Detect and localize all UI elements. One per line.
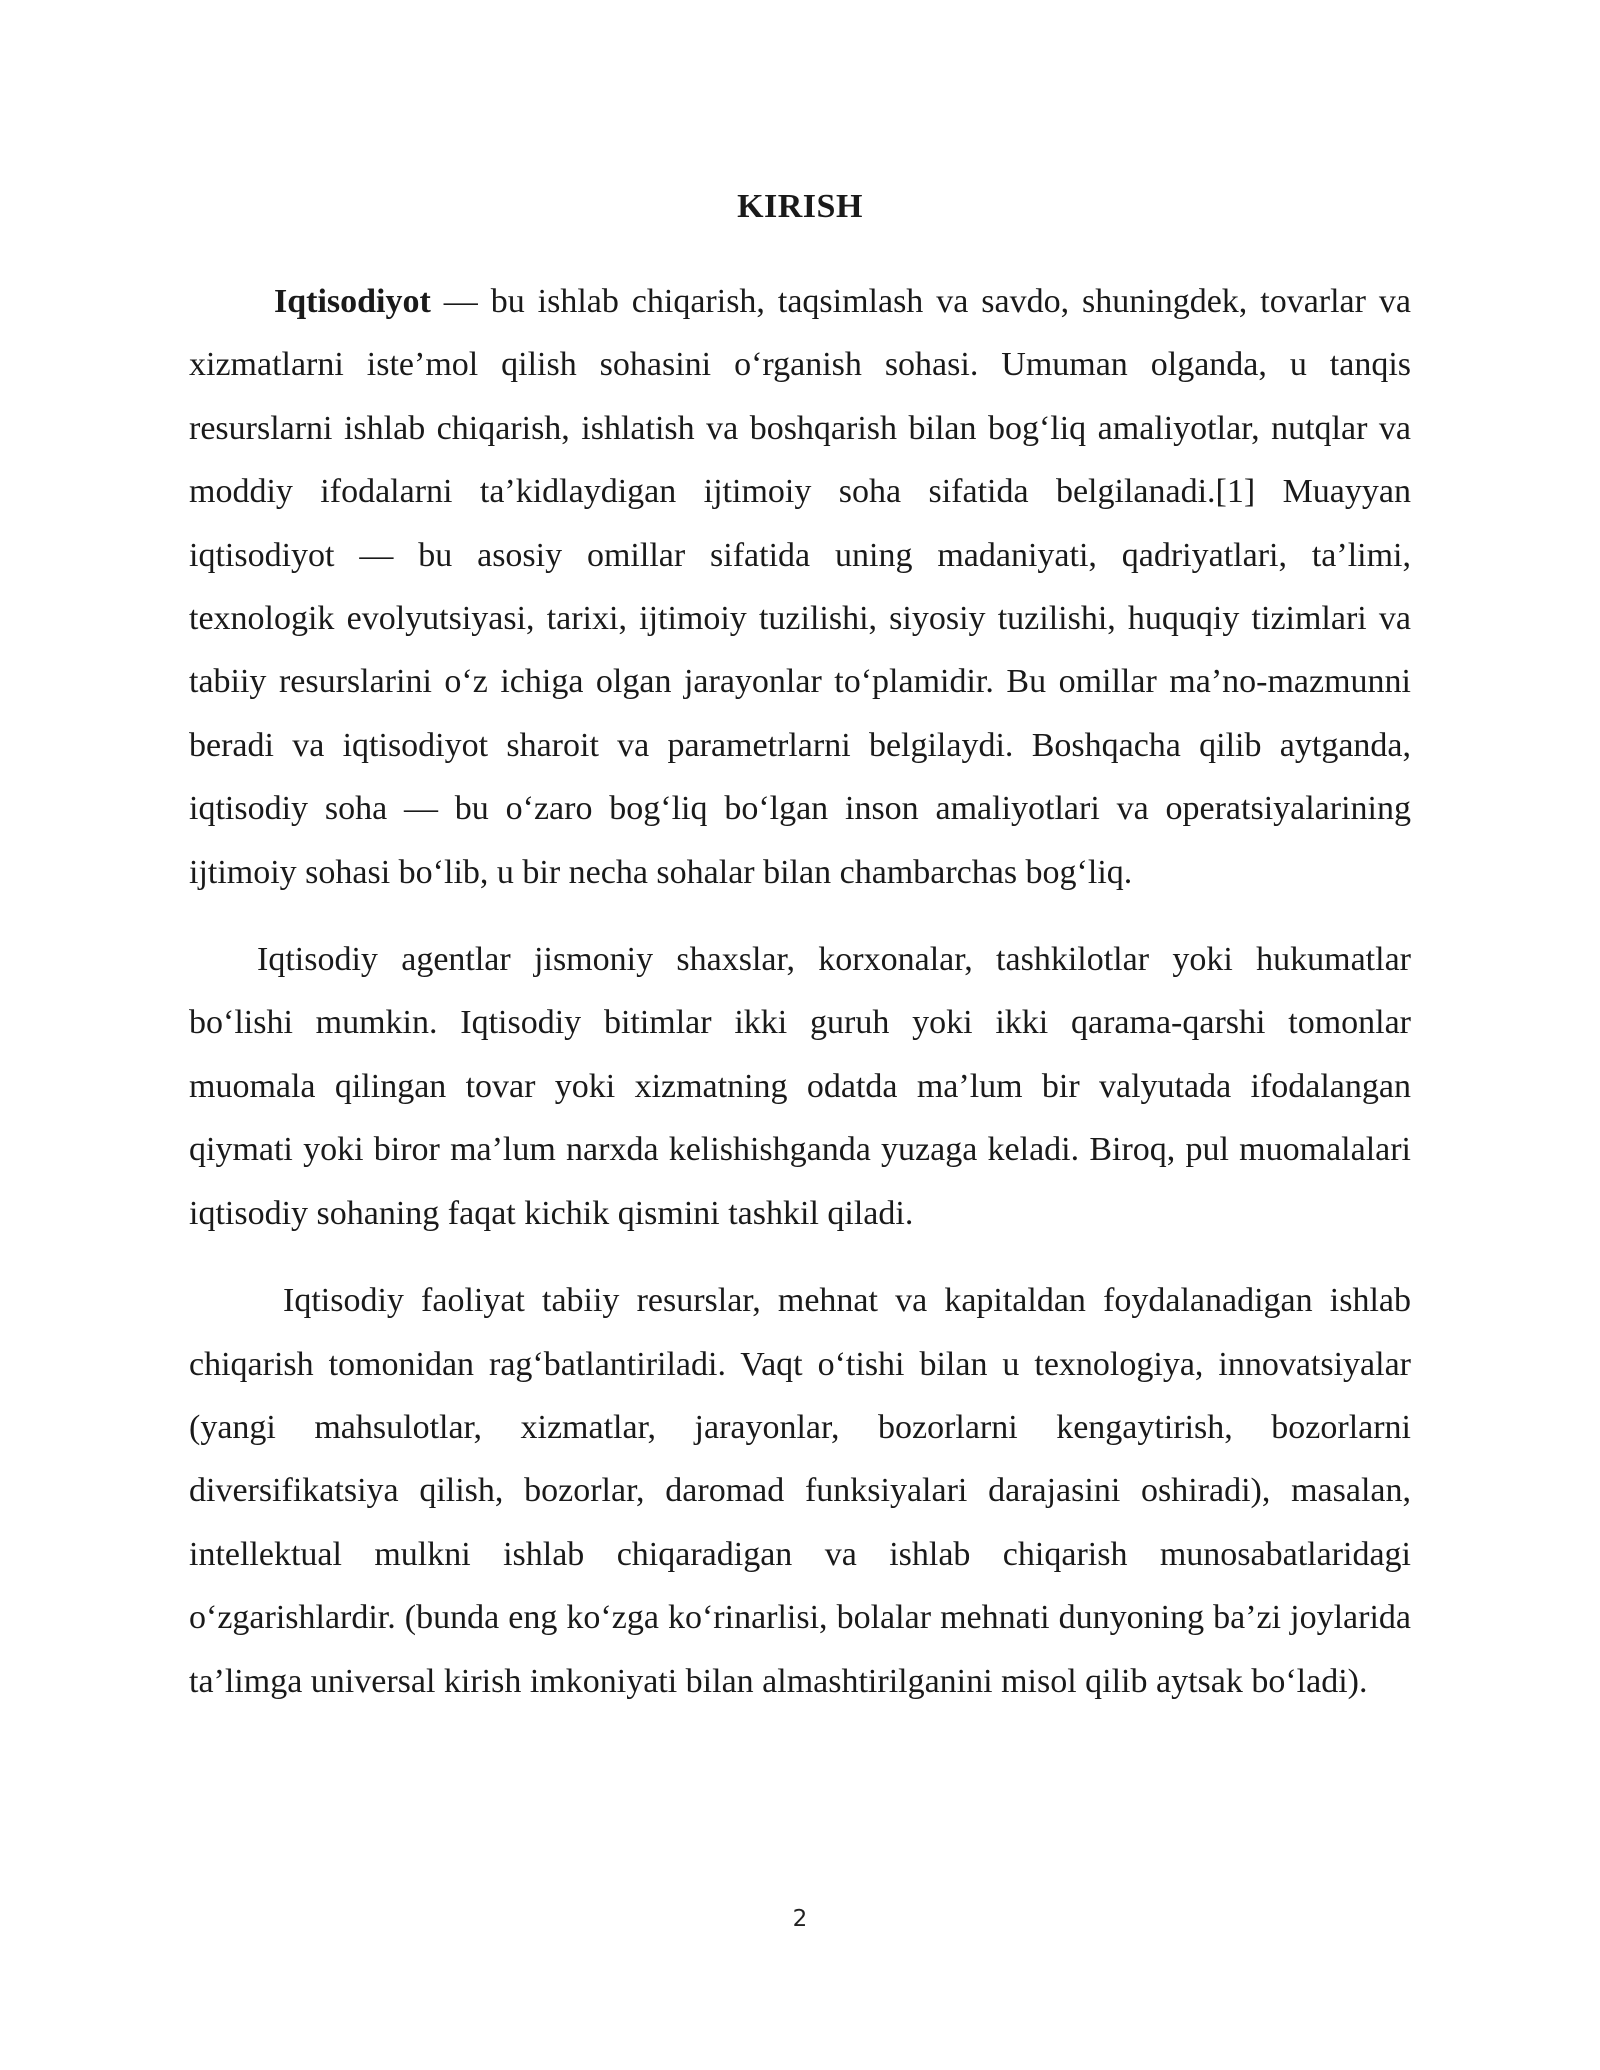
- paragraph-1-text: — bu ishlab chiqarish, taqsimlash va savdo, shuningdek, tovarlar va xizmatlarni iste’mol qilish sohasini o‘rganish sohasi. Umuman olganda, u tanqis resurslarni ishlab chiqarish, ishlatish va boshqarish bilan bog‘liq amaliyotlar, nutqlar va moddiy ifodalarni ta’kidlaydigan ijtimoiy soha sifatida belgilanadi.[1] Muayyan iqtisodiyot — bu asosiy omillar sifatida uning madaniyati, qadriyatlari, ta’limi, texnologik evolyutsiyasi, tarixi, ijtimoiy tuzilishi, siyosiy tuzilishi, huquqiy tizimlari va tabiiy resurslarini o‘z ichiga olgan jarayonlar to‘plamidir. Bu omillar ma’no-mazmunni beradi va iqtisodiyot sharoit va parametrlarni belgilaydi. Boshqacha qilib aytganda, iqtisodiy soha — bu o‘zaro bog‘liq bo‘lgan inson amaliyotlari va operatsiyalarining ijtimoiy sohasi bo‘lib, u bir necha sohalar bilan chambarchas bog‘liq.: [189, 283, 1411, 891]
- page-number: 2: [792, 1906, 808, 1932]
- lead-term: Iqtisodiyot: [274, 283, 431, 320]
- body-text: [189, 270, 1411, 1737]
- paragraph-1: [189, 270, 1411, 904]
- page-title: KIRISH: [737, 188, 863, 225]
- paragraph-2: Iqtisodiy agentlar jismoniy shaxslar, korxonalar, tashkilotlar yoki hukumatlar bo‘lishi mumkin. Iqtisodiy bitimlar ikki guruh yoki ikki qarama-qarshi tomonlar muomala qilingan tovar yoki xizmatning odatda ma’lum bir valyutada ifodalangan qiymati yoki biror ma’lum narxda kelishishganda yuzaga keladi. Biroq, pul muomalalari iqtisodiy sohaning faqat kichik qismini tashkil qiladi.: [189, 941, 1411, 1232]
- paragraph-3: Iqtisodiy faoliyat tabiiy resurslar, mehnat va kapitaldan foydalanadigan ishlab chiqarish tomonidan rag‘batlantiriladi. Vaqt o‘tishi bilan u texnologiya, innovatsiyalar (yangi mahsulotlar, xizmatlar, jarayonlar, bozorlarni kengaytirish, bozorlarni diversifikatsiya qilish, bozorlar, daromad funksiyalari darajasini oshiradi), masalan, intellektual mulkni ishlab chiqaradigan va ishlab chiqarish munosabatlaridagi o‘zgarishlardir. (bunda eng ko‘zga ko‘rinarlisi, bolalar mehnati dunyoning ba’zi joylarida ta’limga universal kirish imkoniyati bilan almashtirilganini misol qilib aytsak bo‘ladi).: [189, 1282, 1411, 1700]
